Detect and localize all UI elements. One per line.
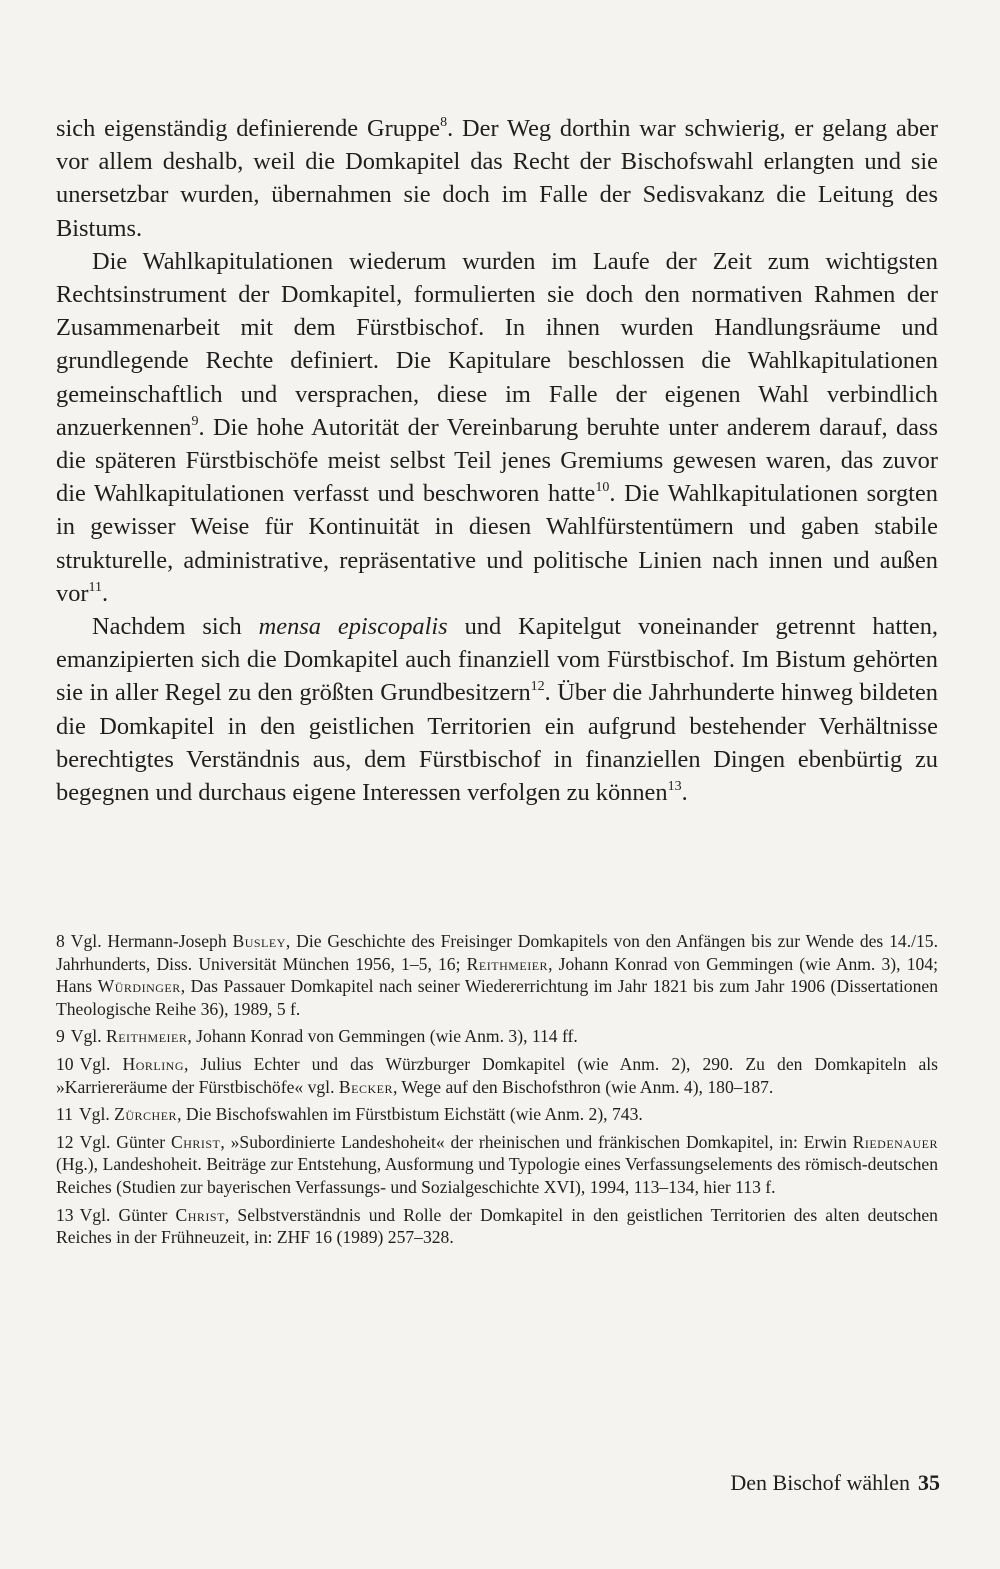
footnote-ref-8[interactable]: 8 [440, 115, 448, 130]
text-run: Vgl. [78, 1104, 115, 1125]
text-run: , Wege auf den Bischofsthron (wie Anm. 4), 180–187. [392, 1076, 774, 1097]
text-run: . Der Weg dorthin war schwierig, er gelang aber vor allem deshalb, weil die Domkapitel das Recht der Bischofswahl erlangten und sie unersetzbar wurden, übernahmen sie doch im Falle der Sedisvakanz die Leitung des Bistums. [56, 115, 938, 242]
text-run: Die Wahlkapitulationen wiederum wurden im Laufe der Zeit zum wichtigsten Rechtsinstrument der Domkapitel, formulierten sie doch den normativen Rahmen der Zusammenarbeit mit dem Fürstbischof. In ihnen wurden Handlungsräume und grundlegende Rechte definiert. Die Kapitulare beschlossen die Wahlkapitulationen gemeinschaftlich und versprachen, diese im Falle der eigenen Wahl verbindlich anzuerkennen [56, 247, 938, 441]
page-footer [730, 1470, 940, 1496]
text-run: Vgl. Günter [79, 1131, 171, 1152]
text-run: . [681, 779, 688, 807]
author-name: Würdinger [97, 976, 181, 997]
latin-term: mensa episcopalis [258, 613, 448, 641]
footnote-number: 13 [56, 1204, 74, 1225]
author-name: Reithmeier [466, 953, 549, 974]
footnote-number: 12 [56, 1131, 74, 1152]
text-run: sich eigenständig definierende Gruppe [56, 115, 441, 142]
running-title: Den Bischof wählen [730, 1470, 910, 1495]
author-name: Christ [170, 1131, 221, 1152]
text-run: , »Subordinierte Landeshoheit« der rheinischen und fränkischen Domkapitel, in: Erwin [220, 1131, 853, 1152]
text-run: Nachdem sich [92, 613, 259, 641]
author-name: Reithmeier [105, 1026, 188, 1047]
footnotes [56, 930, 938, 1254]
text-run: , Die Bischofswahlen im Fürstbistum Eichstätt (wie Anm. 2), 743. [177, 1104, 643, 1125]
text-run: und Kapitelgut voneinander getrennt hatten, emanzipierten sich die Domkapitel auch finanziell vom Fürstbischof. Im Bistum gehörten sie in aller Regel zu den größten Grundbesitzern [56, 613, 939, 707]
footnote-number: 9 [56, 1026, 65, 1047]
footnote-ref-11[interactable]: 11 [88, 579, 102, 595]
author-name: Riedenauer [852, 1131, 938, 1152]
text-run: Vgl. Hermann-Joseph [70, 931, 233, 951]
text-run: , Selbstverständnis und Rolle der Domkapitel in den geistlichen Territorien des alten deutschen Reiches in der Frühneuzeit, in: ZHF 16 (1989) 257–328. [56, 1204, 938, 1248]
footnote-ref-10[interactable]: 10 [595, 480, 610, 496]
footnote-ref-9[interactable]: 9 [191, 413, 199, 429]
text-run: , Johann Konrad von Gemmingen (wie Anm. 3), 114 ff. [187, 1026, 578, 1047]
footnote-ref-12[interactable]: 12 [530, 679, 545, 695]
text-run: Vgl. [70, 1026, 106, 1047]
paragraph-3 [56, 610, 938, 809]
text-run: . Die Wahlkapitulationen sorgten in gewisser Weise für Kontinuität in diesen Wahlfürstentümern und gaben stabile strukturelle, administrative, repräsentative und politische Linien nach innen und außen vor [56, 480, 938, 607]
text-run: , Die Geschichte des Freisinger Domkapitels von den Anfängen bis zur Wende des 14./15. Jahrhunderts, Diss. Universität München 1956, 1–5, 16; [56, 931, 938, 974]
footnote-11 [56, 1103, 938, 1126]
paragraph-1 [56, 112, 938, 245]
page-number: 35 [918, 1470, 940, 1495]
footnote-13 [56, 1204, 938, 1249]
author-name: Becker [338, 1076, 393, 1097]
paragraph-2 [56, 245, 938, 610]
author-name: Busley [232, 931, 286, 951]
text-run: , Julius Echter und das Würzburger Domkapitel (wie Anm. 2), 290. Zu den Domkapiteln als »Karriereräume der Fürstbischöfe« vgl. [56, 1053, 939, 1097]
footnote-10 [56, 1053, 938, 1098]
text-run: , Das Passauer Domkapitel nach seiner Wiedererrichtung im Jahr 1821 bis zum Jahr 1906 (Dissertationen Theologische Reihe 36), 1989, 5 f. [56, 976, 938, 1019]
footnote-number: 10 [56, 1053, 74, 1074]
author-name: Zürcher [114, 1104, 178, 1125]
text-run: , Johann Konrad von Gemmingen (wie Anm. 3), 104; Hans [56, 953, 939, 997]
text-run: Vgl. [79, 1053, 123, 1074]
footnote-number: 11 [56, 1104, 73, 1125]
footnote-8 [56, 930, 938, 1020]
footnote-12 [56, 1131, 938, 1199]
author-name: Christ [175, 1204, 225, 1225]
footnote-9 [56, 1025, 938, 1048]
text-run: . Die hohe Autorität der Vereinbarung beruhte unter anderem darauf, dass die späteren Fürstbischöfe meist selbst Teil jenes Gremiums gewesen waren, das zuvor die Wahlkapitulationen verfasst und beschworen hatte [56, 413, 938, 508]
text-run: (Hg.), Landeshoheit. Beiträge zur Entstehung, Ausformung und Typologie eines Verfassungselements des römisch-deutschen Reiches (Studien zur bayerischen Verfassungs- und Sozialgeschichte XVI), 1994, 113–134, hier 113 f. [56, 1154, 938, 1197]
author-name: Horling [122, 1053, 185, 1074]
footnote-number: 8 [56, 931, 65, 951]
main-text [56, 112, 938, 809]
text-run: . [102, 579, 109, 607]
footnote-ref-13[interactable]: 13 [667, 779, 682, 795]
text-run: . Über die Jahrhunderte hinweg bildeten die Domkapitel in den geistlichen Territorien ein aufgrund bestehender Verhältnisse berechtigtes Verständnis aus, dem Fürstbischof in finanziellen Dingen ebenbürtig zu begegnen und durchaus eigene Interessen verfolgen zu können [56, 679, 938, 807]
text-run: Vgl. Günter [79, 1204, 176, 1225]
